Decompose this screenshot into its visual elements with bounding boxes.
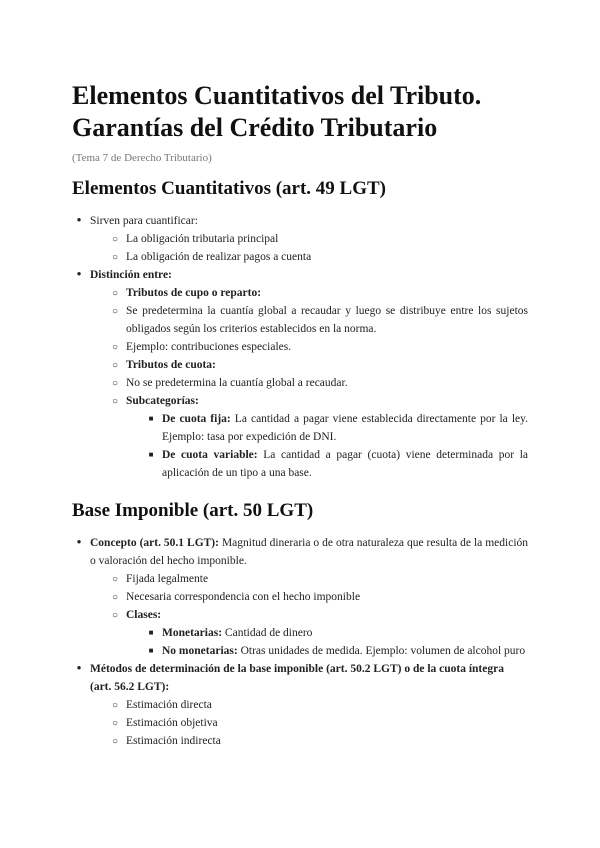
list-item: ● Concepto (art. 50.1 LGT): Magnitud dineraria o de otra naturaleza que resulta de la medición o valoración del hecho imponible. ○ Fijada legalmente ○ Necesaria correspondencia con el hecho imponible ○ Clases: ■ Monetarias: Cantidad de dinero ■ No monetarias: Otras unidades de medida. Ejemplo: volumen de alcohol puro [72,534,528,660]
list-item: ○ Estimación directa [108,696,528,714]
bullet-circle-icon [108,230,122,249]
bullet-circle-icon [108,374,122,393]
section-1-list [72,212,528,482]
list-item: ○ Necesaria correspondencia con el hecho imponible [108,588,528,606]
bullet-circle-icon [108,570,122,589]
bullet-square-icon [144,624,158,643]
list-item: ○ Subcategorías: ■ De cuota fija: La cantidad a pagar viene establecida directamente por la ley. Ejemplo: tasa por expedición de DNI. ■ De cuota variable: La cantidad a pagar (cuota) viene determinada por la aplicación de un tipo a una base. [108,392,528,482]
list-item: ○ Tributos de cupo o reparto: [108,284,528,302]
list-item: ■ No monetarias: Otras unidades de medida. Ejemplo: volumen de alcohol puro [144,642,528,660]
bullet-circle-icon [108,302,122,321]
bullet-circle-icon [108,284,122,303]
document-title [72,80,528,144]
bullet-square-icon [144,642,158,661]
bullet-circle-icon [108,714,122,733]
bullet-circle-icon [108,696,122,715]
section-heading-elementos: Elementos Cuantitativos (art. 49 LGT) [72,178,387,199]
title-line-2: Garantías del Crédito Tributario [72,113,438,142]
list-item: ○ La obligación de realizar pagos a cuenta [108,248,528,266]
list-item: ■ De cuota fija: La cantidad a pagar viene establecida directamente por la ley. Ejemplo: tasa por expedición de DNI. [144,410,528,446]
list-item: ■ De cuota variable: La cantidad a pagar (cuota) viene determinada por la aplicación de un tipo a una base. [144,446,528,482]
bullet-circle-icon [108,248,122,267]
list-item: ○ Estimación objetiva [108,714,528,732]
section-heading-base-imponible: Base Imponible (art. 50 LGT) [72,500,314,521]
list-item: ○ Ejemplo: contribuciones especiales. [108,338,528,356]
bullet-square-icon [144,410,158,429]
list-item: ○ Se predetermina la cuantía global a recaudar y luego se distribuye entre los sujetos obligados según los criterios establecidos en la norma. [108,302,528,338]
bullet-circle-icon [108,392,122,411]
list-item: ○ Fijada legalmente [108,570,528,588]
bullet-circle-icon [108,606,122,625]
document-subtitle: (Tema 7 de Derecho Tributario) [72,152,212,164]
list-item: ● Distinción entre: ○ Tributos de cupo o reparto: ○ Se predetermina la cuantía global a recaudar y luego se distribuye entre los sujetos obligados según los criterios establecidos en la norma. ○ Ejemplo: contribuciones especiales. ○ Tributos de cuota: ○ No se predetermina la cuantía global a recaudar. ○ Subcategorías: ■ De cuota fija: La cantidad a pagar viene establecida directamente por la ley. Ejemplo: tasa por expedición de DNI. ■ De cuota variable: La cantidad a pagar (cuota) viene determinada por la aplicación de un tipo a una base. [72,266,528,482]
list-item: ● Sirven para cuantificar: ○ La obligación tributaria principal ○ La obligación de realizar pagos a cuenta [72,212,528,266]
list-item: ○ Estimación indirecta [108,732,528,750]
bullet-square-icon [144,446,158,465]
list-item: ● Métodos de determinación de la base imponible (art. 50.2 LGT) o de la cuota íntegra (art. 56.2 LGT): ○ Estimación directa ○ Estimación objetiva ○ Estimación indirecta [72,660,528,750]
bullet-dot-icon [72,660,86,679]
bullet-circle-icon [108,732,122,751]
bullet-dot-icon [72,534,86,553]
bullet-circle-icon [108,356,122,375]
list-item: ○ La obligación tributaria principal [108,230,528,248]
list-item: ○ Clases: ■ Monetarias: Cantidad de dinero ■ No monetarias: Otras unidades de medida. Ejemplo: volumen de alcohol puro [108,606,528,660]
bullet-circle-icon [108,588,122,607]
list-item: ○ Tributos de cuota: [108,356,528,374]
bullet-dot-icon [72,212,86,231]
bullet-dot-icon [72,266,86,285]
title-line-1: Elementos Cuantitativos del Tributo. [72,81,482,110]
list-item: ■ Monetarias: Cantidad de dinero [144,624,528,642]
list-item: ○ No se predetermina la cuantía global a recaudar. [108,374,528,392]
section-2-list [72,534,528,750]
bullet-circle-icon [108,338,122,357]
